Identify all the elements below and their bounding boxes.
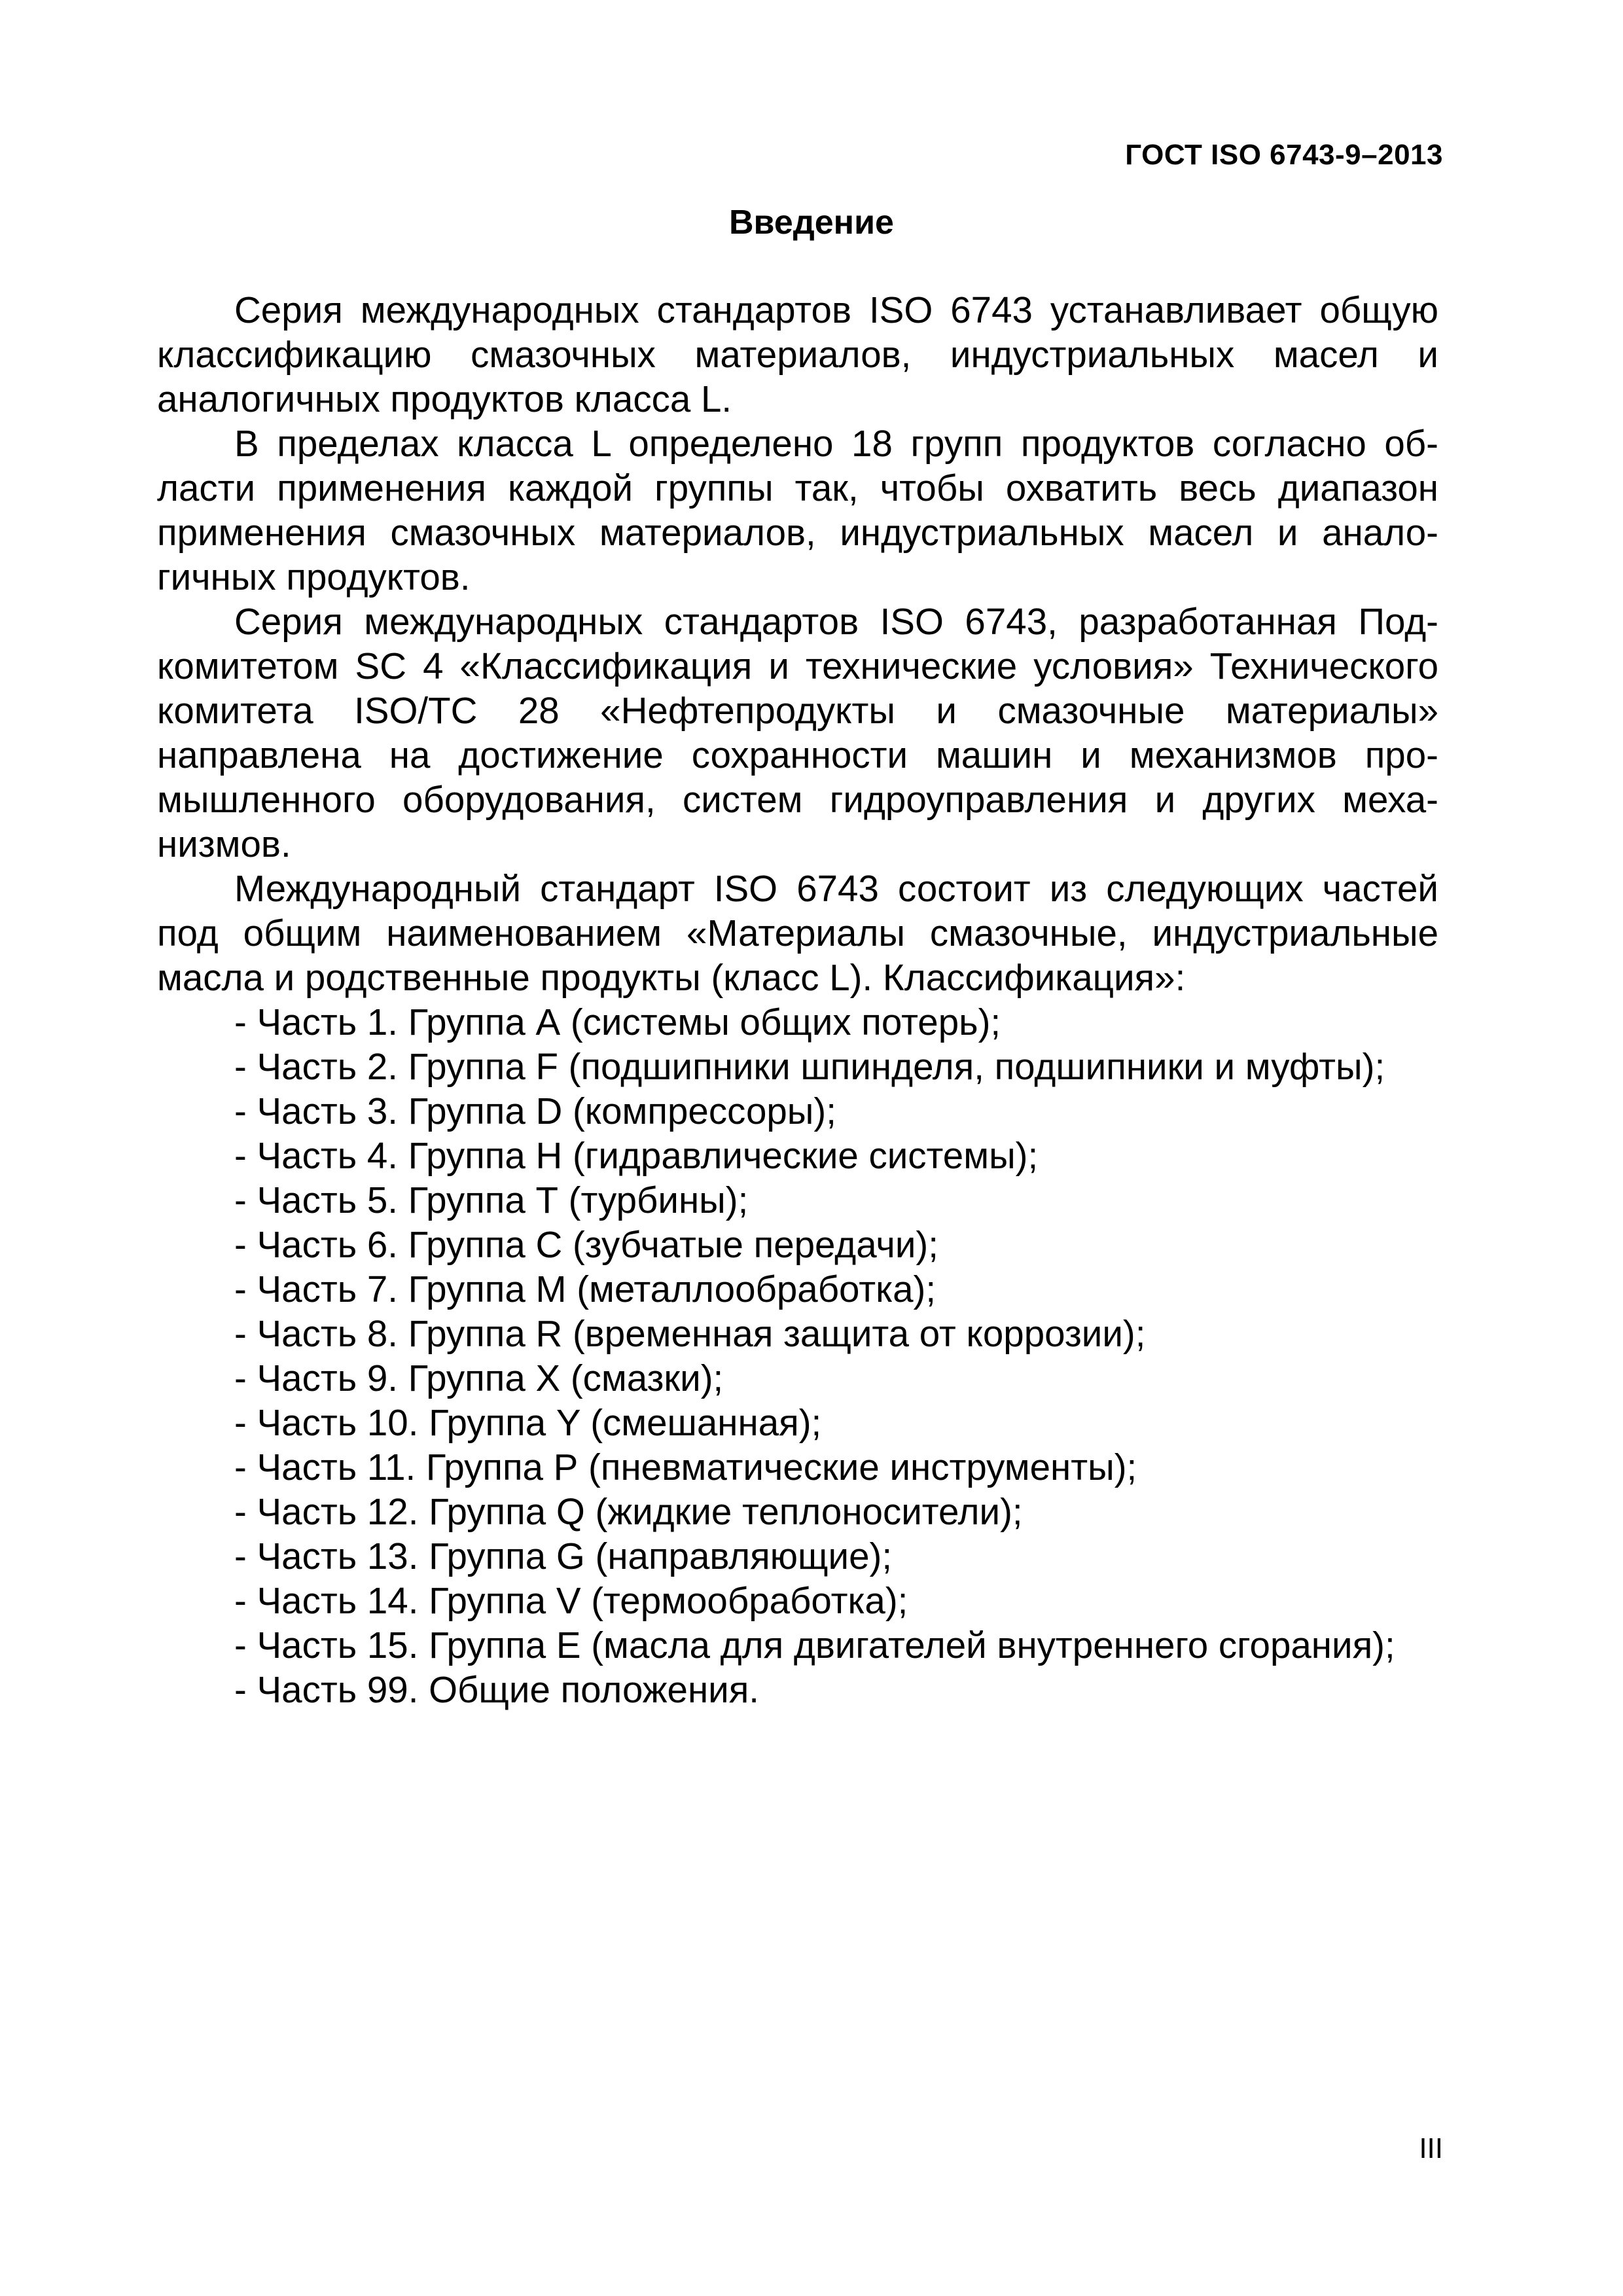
list-item: - Часть 1. Группа А (системы общих потерь); <box>234 1001 1001 1043</box>
list-item: - Часть 99. Общие положения. <box>234 1669 760 1710</box>
parts-list <box>157 1000 1438 1712</box>
list-item: - Часть 15. Группа Е (масла для двигателей внутреннего сгорания); <box>234 1624 1395 1666</box>
paragraph: Международный стандарт ISO 6743 состоит из следующих частей под общим наименованием «Материалы смазочные, индустриальные масла и родственные продукты (класс L). Классификация»: <box>157 868 1438 998</box>
list-item: - Часть 10. Группа Y (смешанная); <box>234 1402 822 1443</box>
paragraph: В пределах класса L определено 18 групп продуктов согласно области применения каждой группы так, чтобы охватить весь диапазон применения смазочных материалов, индустриальных масел и аналогичных продуктов. <box>157 423 1438 598</box>
list-item: - Часть 9. Группа Х (смазки); <box>234 1357 724 1399</box>
section-title: Введение <box>729 204 894 242</box>
paragraph: Серия международных стандартов ISO 6743, разработанная Подкомитетом SC 4 «Классификация и технические условия» Технического комитета ISO/TC 28 «Нефтепродукты и смазочные материалы» направлена на достижение сохранности машин и механизмов промышленного оборудования, систем гидроуправления и других механизмов. <box>157 601 1438 865</box>
document-code: ГОСТ ISO 6743-9–2013 <box>1125 139 1443 171</box>
list-item: - Часть 12. Группа Q (жидкие теплоносители); <box>234 1491 1023 1532</box>
page-number: III <box>1419 2132 1443 2164</box>
list-item: - Часть 7. Группа М (металлообработка); <box>234 1268 936 1310</box>
paragraph: Серия международных стандартов ISO 6743 устанавливает общую классификацию смазочных материалов, индустриальных масел и аналогичных продуктов класса L. <box>157 289 1438 420</box>
list-item: - Часть 6. Группа С (зубчатые передачи); <box>234 1224 938 1265</box>
document-body <box>157 288 1438 1712</box>
list-item: - Часть 3. Группа D (компрессоры); <box>234 1090 836 1132</box>
list-item: - Часть 4. Группа H (гидравлические системы); <box>234 1135 1039 1176</box>
list-item: - Часть 14. Группа V (термообработка); <box>234 1580 908 1621</box>
list-item: - Часть 8. Группа R (временная защита от коррозии); <box>234 1313 1146 1354</box>
list-item: - Часть 5. Группа Т (турбины); <box>234 1179 749 1221</box>
list-item: - Часть 2. Группа F (подшипники шпинделя, подшипники и муфты); <box>234 1046 1385 1087</box>
list-item: - Часть 13. Группа G (направляющие); <box>234 1535 893 1577</box>
list-item: - Часть 11. Группа Р (пневматические инструменты); <box>234 1446 1137 1488</box>
